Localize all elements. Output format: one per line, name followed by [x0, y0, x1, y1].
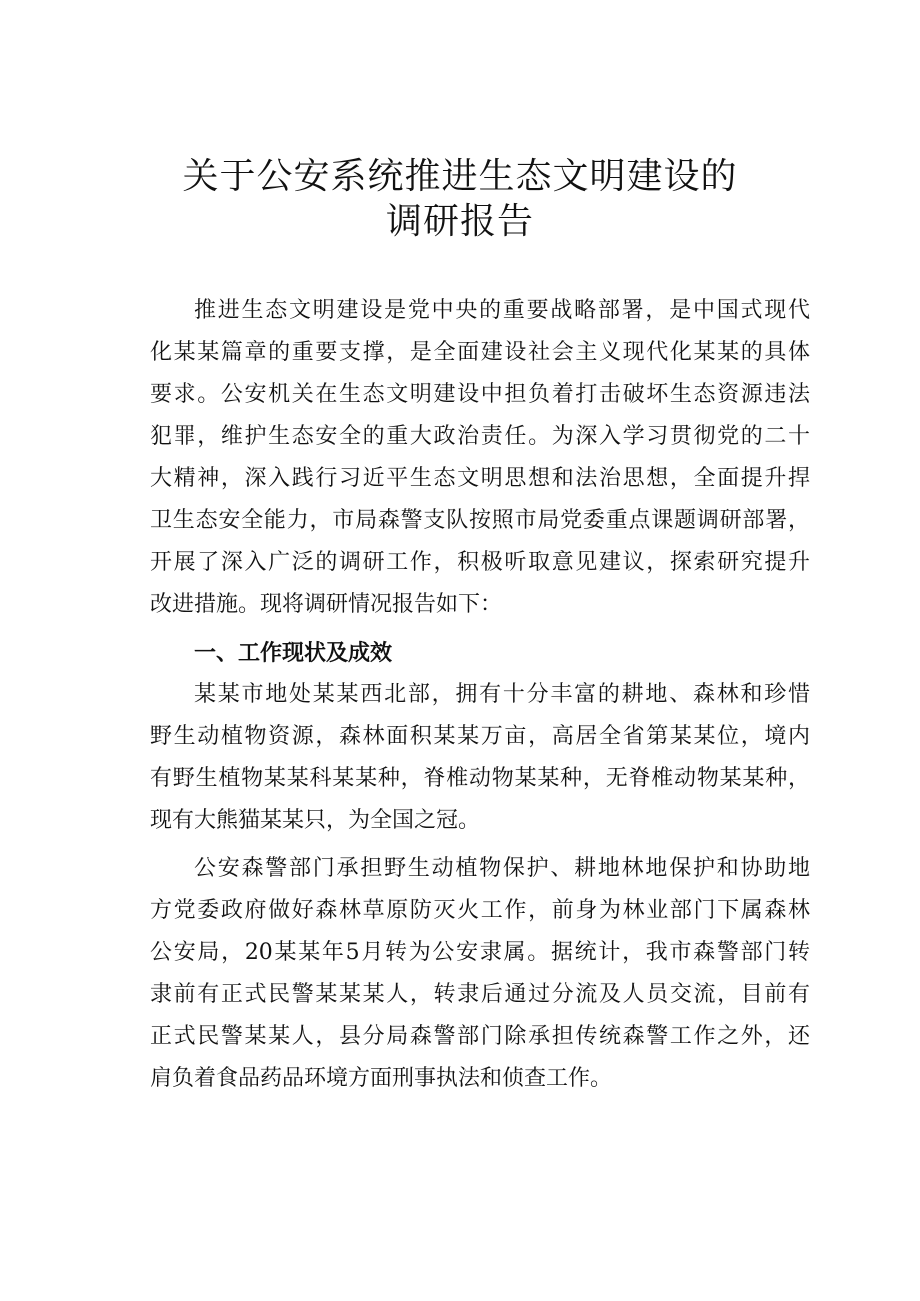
paragraph-line: 方党委政府做好森林草原防灭火工作，前身为林业部门下属森林	[150, 898, 810, 923]
paragraph-line: 改进措施。现将调研情况报告如下：	[150, 592, 503, 617]
document-title-line-1: 关于公安系统推进生态文明建设的	[182, 156, 738, 197]
paragraph-line: 化某某篇章的重要支撑，是全面建设社会主义现代化某某的具体	[150, 340, 810, 365]
paragraph-line: 有野生植物某某科某某种，脊椎动物某某种，无脊椎动物某某种，	[150, 766, 810, 791]
paragraph-line: 野生动植物资源，森林面积某某万亩，高居全省第某某位，境内	[150, 724, 810, 749]
paragraph-line: 卫生态安全能力，市局森警支队按照市局党委重点课题调研部署，	[150, 508, 810, 533]
paragraph-line: 某某市地处某某西北部，拥有十分丰富的耕地、森林和珍惜	[194, 682, 810, 707]
paragraph-line: 要求。公安机关在生态文明建设中担负着打击破坏生态资源违法	[150, 382, 810, 407]
paragraph-line: 正式民警某某人，县分局森警部门除承担传统森警工作之外，还	[150, 1024, 810, 1049]
paragraph-line: 推进生态文明建设是党中央的重要战略部署，是中国式现代	[194, 298, 810, 323]
paragraph-line: 公安森警部门承担野生动植物保护、耕地林地保护和协助地	[194, 856, 810, 881]
paragraph-line: 公安局，20某某年5月转为公安隶属。据统计，我市森警部门转	[150, 940, 810, 965]
paragraph-line: 现有大熊猫某某只，为全国之冠。	[150, 808, 481, 833]
paragraph-line: 隶前有正式民警某某某人，转隶后通过分流及人员交流，目前有	[150, 982, 810, 1007]
section-heading: 一、工作现状及成效	[194, 641, 393, 666]
paragraph-line: 犯罪，维护生态安全的重大政治责任。为深入学习贯彻党的二十	[150, 424, 810, 449]
paragraph-line: 开展了深入广泛的调研工作，积极听取意见建议，探索研究提升	[150, 550, 810, 575]
document-title-line-2: 调研报告	[385, 201, 534, 242]
paragraph-line: 大精神，深入践行习近平生态文明思想和法治思想，全面提升捍	[150, 466, 810, 491]
paragraph-line: 肩负着食品药品环境方面刑事执法和侦查工作。	[150, 1066, 613, 1091]
